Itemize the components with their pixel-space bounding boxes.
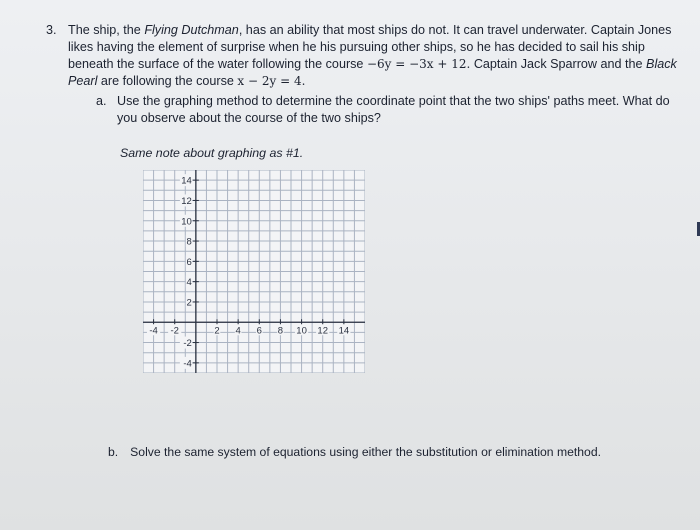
graphing-note: Same note about graphing as #1. [120, 146, 304, 160]
y-tick-label: -2 [183, 338, 192, 350]
part-b-text: Solve the same system of equations using either the substitution or elimination method. [130, 445, 602, 459]
x-tick-label: 6 [256, 325, 262, 337]
y-tick-label: 12 [181, 195, 192, 207]
x-tick-label: 2 [214, 325, 220, 337]
x-tick-label: 4 [235, 325, 241, 337]
question-text-part-1: The ship, the [68, 23, 145, 37]
x-tick-label: 14 [338, 325, 350, 337]
part-a [96, 93, 686, 127]
x-tick-label: 10 [296, 325, 307, 337]
ship-name-1: Flying Dutchman [144, 23, 239, 37]
question-text [68, 22, 691, 90]
y-tick-label: 14 [181, 175, 192, 187]
part-b [108, 445, 601, 459]
y-tick-label: 10 [181, 216, 192, 228]
y-tick-label: 2 [186, 297, 192, 309]
x-tick-label: 8 [277, 325, 284, 337]
ship-name-2: Black Pearl [68, 57, 677, 88]
question-text-part-2: , has an ability that most ships do not. It can travel underwater. Captain Jones likes having the element of surprise when he his pursuing other ships, so he has decided to sail his ship beneath the surface of the water following the course [68, 23, 672, 71]
equation-2: x − 2y = 4. [237, 74, 306, 88]
question-text-part-3: Captain Jack Sparrow and the [470, 57, 647, 71]
part-a-text: Use the graphing method to determine the coordinate point that the two ships' paths meet. What do you observe about the course of the two ships? [117, 94, 670, 125]
y-tick-label: 6 [186, 256, 192, 268]
part-a-label: a. [96, 94, 107, 108]
y-tick-label: 8 [186, 236, 192, 248]
x-tick-label: -2 [170, 325, 179, 337]
question-text-part-4: are following the course [97, 74, 238, 88]
y-tick-label: -4 [183, 358, 192, 370]
question-3 [46, 22, 691, 90]
equation-1: −6y = −3x + 12. [366, 57, 471, 71]
question-number: 3. [46, 23, 57, 37]
x-tick-label: -4 [149, 325, 158, 337]
y-tick-label: 4 [186, 277, 192, 289]
coordinate-grid[interactable] [143, 170, 365, 373]
x-tick-label: 12 [317, 325, 329, 337]
part-b-label: b. [108, 445, 119, 459]
